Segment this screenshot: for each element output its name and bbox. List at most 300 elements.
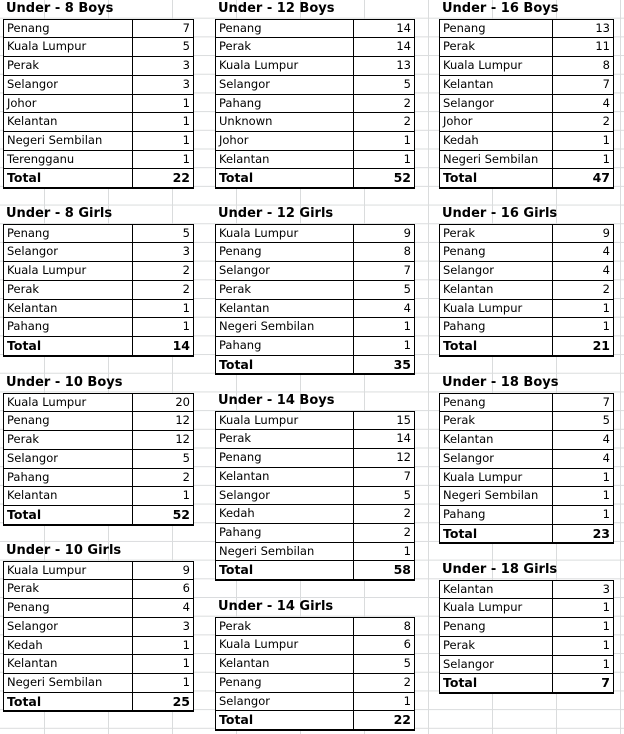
- total-value-cell[interactable]: 22: [133, 169, 194, 188]
- state-cell[interactable]: Selangor: [4, 617, 133, 636]
- total-value-cell[interactable]: 58: [354, 561, 415, 580]
- table-row: [4, 38, 194, 57]
- count-cell[interactable]: 8: [553, 57, 614, 76]
- table-row: [4, 393, 194, 412]
- state-cell[interactable]: Pahang: [440, 505, 553, 524]
- count-cell[interactable]: 2: [354, 673, 415, 692]
- state-cell[interactable]: Kelantan: [216, 467, 354, 486]
- state-cell[interactable]: Perak: [440, 38, 553, 57]
- state-cell[interactable]: Kuala Lumpur: [4, 393, 133, 412]
- count-cell[interactable]: 12: [133, 431, 194, 450]
- state-cell[interactable]: Johor: [4, 94, 133, 113]
- total-value-cell[interactable]: 23: [553, 524, 614, 543]
- table-row: [4, 617, 194, 636]
- table-row: [216, 336, 415, 355]
- state-cell[interactable]: Kelantan: [4, 487, 133, 506]
- state-cell[interactable]: Johor: [440, 113, 553, 132]
- table-row: [216, 655, 415, 674]
- table-title: Under - 14 Girls: [218, 599, 334, 614]
- state-cell[interactable]: Pahang: [4, 318, 133, 337]
- total-row: [216, 561, 415, 580]
- table-row: [440, 57, 614, 76]
- count-cell[interactable]: 6: [354, 636, 415, 655]
- table-row: [440, 299, 614, 318]
- count-cell[interactable]: 1: [133, 318, 194, 337]
- state-cell[interactable]: Selangor: [216, 75, 354, 94]
- table-under-18-boys: [439, 374, 614, 544]
- count-cell[interactable]: 1: [553, 599, 614, 618]
- state-cell[interactable]: Penang: [4, 19, 133, 38]
- state-cell[interactable]: Penang: [440, 393, 553, 412]
- total-row: [216, 355, 415, 374]
- table-row: [216, 505, 415, 524]
- total-value-cell[interactable]: 25: [133, 692, 194, 711]
- table-row: [4, 487, 194, 506]
- count-cell[interactable]: 13: [354, 57, 415, 76]
- count-cell[interactable]: 5: [133, 224, 194, 243]
- count-cell[interactable]: 1: [553, 299, 614, 318]
- table-title: Under - 12 Girls: [218, 206, 334, 221]
- table-row: [216, 430, 415, 449]
- count-cell[interactable]: 4: [553, 94, 614, 113]
- count-cell[interactable]: 1: [133, 150, 194, 169]
- table-title: Under - 16 Boys: [442, 1, 559, 16]
- count-cell[interactable]: 12: [354, 449, 415, 468]
- count-cell[interactable]: 2: [354, 505, 415, 524]
- count-cell[interactable]: 14: [354, 38, 415, 57]
- count-cell[interactable]: 2: [553, 113, 614, 132]
- table-row: [440, 94, 614, 113]
- count-cell[interactable]: 2: [133, 468, 194, 487]
- total-value-cell[interactable]: 47: [553, 169, 614, 188]
- count-cell[interactable]: 4: [133, 599, 194, 618]
- state-cell[interactable]: Perak: [4, 580, 133, 599]
- table-row: [4, 243, 194, 262]
- state-cell[interactable]: Kuala Lumpur: [4, 262, 133, 281]
- table-row: [440, 393, 614, 412]
- count-cell[interactable]: 4: [354, 299, 415, 318]
- table-row: [440, 262, 614, 281]
- state-count-table: [215, 224, 415, 376]
- table-row: [4, 150, 194, 169]
- table-row: [216, 542, 415, 561]
- total-label-cell[interactable]: Total: [440, 674, 553, 693]
- count-cell[interactable]: 7: [553, 75, 614, 94]
- state-cell[interactable]: Perak: [4, 57, 133, 76]
- table-title: Under - 16 Girls: [442, 206, 558, 221]
- count-cell[interactable]: 4: [553, 243, 614, 262]
- state-cell[interactable]: Negeri Sembilan: [440, 150, 553, 169]
- table-row: [216, 523, 415, 542]
- state-cell[interactable]: Kelantan: [216, 150, 354, 169]
- count-cell[interactable]: 1: [133, 131, 194, 150]
- count-cell[interactable]: 1: [133, 636, 194, 655]
- table-row: [440, 636, 614, 655]
- state-cell[interactable]: Selangor: [4, 449, 133, 468]
- count-cell[interactable]: 3: [133, 75, 194, 94]
- state-cell[interactable]: Terengganu: [4, 150, 133, 169]
- count-cell[interactable]: 5: [354, 280, 415, 299]
- table-under-18-girls: [439, 561, 614, 694]
- count-cell[interactable]: 2: [354, 113, 415, 132]
- state-cell[interactable]: Pahang: [4, 468, 133, 487]
- state-cell[interactable]: Selangor: [216, 262, 354, 281]
- count-cell[interactable]: 1: [553, 636, 614, 655]
- state-cell[interactable]: Penang: [440, 19, 553, 38]
- table-row: [216, 75, 415, 94]
- state-cell[interactable]: Penang: [216, 673, 354, 692]
- total-value-cell[interactable]: 52: [354, 169, 415, 188]
- total-row: [216, 169, 415, 188]
- state-count-table: [439, 19, 614, 189]
- state-cell[interactable]: Kelantan: [4, 655, 133, 674]
- total-value-cell[interactable]: 35: [354, 355, 415, 374]
- count-cell[interactable]: 8: [354, 243, 415, 262]
- table-row: [440, 431, 614, 450]
- state-cell[interactable]: Johor: [216, 131, 354, 150]
- table-row: [4, 673, 194, 692]
- count-cell[interactable]: 12: [133, 412, 194, 431]
- count-cell[interactable]: 1: [133, 299, 194, 318]
- table-row: [4, 449, 194, 468]
- total-row: [216, 711, 415, 730]
- count-cell[interactable]: 1: [553, 487, 614, 506]
- table-row: [216, 224, 415, 243]
- count-cell[interactable]: 1: [133, 673, 194, 692]
- table-row: [216, 243, 415, 262]
- count-cell[interactable]: 7: [354, 467, 415, 486]
- table-row: [4, 94, 194, 113]
- table-row: [216, 449, 415, 468]
- count-cell[interactable]: 4: [553, 262, 614, 281]
- table-row: [216, 617, 415, 636]
- total-label-cell[interactable]: Total: [4, 505, 133, 524]
- count-cell[interactable]: 1: [553, 618, 614, 637]
- table-row: [216, 299, 415, 318]
- total-value-cell[interactable]: 22: [354, 711, 415, 730]
- state-cell[interactable]: Perak: [440, 224, 553, 243]
- count-cell[interactable]: 5: [133, 38, 194, 57]
- table-title: Under - 18 Boys: [442, 375, 559, 390]
- state-cell[interactable]: Selangor: [216, 692, 354, 711]
- state-cell[interactable]: Negeri Sembilan: [4, 131, 133, 150]
- state-cell[interactable]: Selangor: [440, 94, 553, 113]
- table-row: [216, 467, 415, 486]
- count-cell[interactable]: 2: [133, 262, 194, 281]
- state-cell[interactable]: Kuala Lumpur: [440, 468, 553, 487]
- state-cell[interactable]: Penang: [440, 243, 553, 262]
- table-row: [216, 486, 415, 505]
- table-row: [216, 19, 415, 38]
- state-cell[interactable]: Kuala Lumpur: [440, 57, 553, 76]
- table-row: [216, 673, 415, 692]
- count-cell[interactable]: 5: [133, 449, 194, 468]
- table-row: [216, 692, 415, 711]
- count-cell[interactable]: 1: [133, 113, 194, 132]
- state-cell[interactable]: Kuala Lumpur: [216, 411, 354, 430]
- total-row: [440, 674, 614, 693]
- table-row: [216, 113, 415, 132]
- state-cell[interactable]: Kuala Lumpur: [4, 561, 133, 580]
- table-row: [216, 262, 415, 281]
- table-row: [440, 505, 614, 524]
- table-row: [440, 131, 614, 150]
- state-cell[interactable]: Perak: [216, 38, 354, 57]
- state-cell[interactable]: Selangor: [4, 243, 133, 262]
- table-title: Under - 18 Girls: [442, 562, 558, 577]
- state-cell[interactable]: Selangor: [4, 75, 133, 94]
- count-cell[interactable]: 20: [133, 393, 194, 412]
- table-row: [440, 468, 614, 487]
- table-row: [440, 318, 614, 337]
- table-row: [4, 280, 194, 299]
- table-row: [440, 618, 614, 637]
- count-cell[interactable]: 3: [553, 580, 614, 599]
- table-row: [4, 468, 194, 487]
- state-cell[interactable]: Penang: [4, 599, 133, 618]
- count-cell[interactable]: 3: [133, 243, 194, 262]
- total-value-cell[interactable]: 21: [553, 336, 614, 355]
- table-row: [4, 19, 194, 38]
- state-cell[interactable]: Pahang: [440, 318, 553, 337]
- table-under-12-girls: [215, 205, 415, 375]
- total-label-cell[interactable]: Total: [440, 336, 553, 355]
- state-cell[interactable]: Kuala Lumpur: [4, 38, 133, 57]
- table-row: [440, 449, 614, 468]
- state-cell[interactable]: Penang: [216, 19, 354, 38]
- count-cell[interactable]: 14: [354, 19, 415, 38]
- total-label-cell[interactable]: Total: [4, 692, 133, 711]
- count-cell[interactable]: 2: [354, 523, 415, 542]
- state-cell[interactable]: Kelantan: [4, 299, 133, 318]
- table-row: [440, 580, 614, 599]
- table-title: Under - 14 Boys: [218, 393, 335, 408]
- count-cell[interactable]: 1: [553, 505, 614, 524]
- count-cell[interactable]: 8: [354, 617, 415, 636]
- state-cell[interactable]: Selangor: [440, 449, 553, 468]
- total-label-cell[interactable]: Total: [216, 169, 354, 188]
- state-cell[interactable]: Perak: [440, 636, 553, 655]
- count-cell[interactable]: 15: [354, 411, 415, 430]
- count-cell[interactable]: 5: [354, 486, 415, 505]
- total-row: [440, 524, 614, 543]
- state-cell[interactable]: Perak: [216, 617, 354, 636]
- total-label-cell[interactable]: Total: [216, 711, 354, 730]
- state-cell[interactable]: Pahang: [216, 523, 354, 542]
- table-row: [4, 636, 194, 655]
- total-row: [440, 336, 614, 355]
- count-cell[interactable]: 9: [553, 224, 614, 243]
- count-cell[interactable]: 1: [133, 94, 194, 113]
- count-cell[interactable]: 2: [354, 94, 415, 113]
- count-cell[interactable]: 9: [133, 561, 194, 580]
- count-cell[interactable]: 3: [133, 617, 194, 636]
- count-cell[interactable]: 14: [354, 430, 415, 449]
- count-cell[interactable]: 1: [553, 318, 614, 337]
- table-row: [440, 75, 614, 94]
- count-cell[interactable]: 6: [133, 580, 194, 599]
- table-under-14-girls: [215, 598, 415, 731]
- table-under-8-boys: [3, 0, 194, 189]
- state-cell[interactable]: Kuala Lumpur: [216, 636, 354, 655]
- state-cell[interactable]: Kedah: [216, 505, 354, 524]
- count-cell[interactable]: 11: [553, 38, 614, 57]
- state-cell[interactable]: Penang: [4, 224, 133, 243]
- state-cell[interactable]: Kuala Lumpur: [216, 57, 354, 76]
- state-count-table: [3, 561, 194, 713]
- state-count-table: [439, 393, 614, 545]
- state-cell[interactable]: Kelantan: [440, 580, 553, 599]
- table-row: [216, 318, 415, 337]
- count-cell[interactable]: 1: [354, 131, 415, 150]
- state-cell[interactable]: Kelantan: [440, 431, 553, 450]
- table-row: [216, 280, 415, 299]
- table-row: [440, 599, 614, 618]
- state-cell[interactable]: Unknown: [216, 113, 354, 132]
- state-cell[interactable]: Penang: [440, 618, 553, 637]
- table-row: [4, 262, 194, 281]
- count-cell[interactable]: 1: [354, 318, 415, 337]
- state-count-table: [3, 393, 194, 526]
- state-cell[interactable]: Kelantan: [440, 75, 553, 94]
- table-row: [440, 150, 614, 169]
- state-count-table: [215, 617, 415, 731]
- table-row: [216, 150, 415, 169]
- total-label-cell[interactable]: Total: [4, 336, 133, 355]
- state-cell[interactable]: Penang: [4, 412, 133, 431]
- count-cell[interactable]: 4: [553, 449, 614, 468]
- count-cell[interactable]: 1: [133, 655, 194, 674]
- total-value-cell[interactable]: 52: [133, 505, 194, 524]
- state-cell[interactable]: Kuala Lumpur: [440, 599, 553, 618]
- state-cell[interactable]: Perak: [4, 280, 133, 299]
- state-cell[interactable]: Perak: [4, 431, 133, 450]
- state-cell[interactable]: Perak: [440, 412, 553, 431]
- table-row: [4, 412, 194, 431]
- count-cell[interactable]: 1: [553, 468, 614, 487]
- table-title: Under - 10 Girls: [6, 543, 122, 558]
- table-row: [216, 411, 415, 430]
- table-row: [4, 655, 194, 674]
- state-cell[interactable]: Kelantan: [216, 655, 354, 674]
- table-row: [4, 431, 194, 450]
- table-row: [440, 655, 614, 674]
- total-row: [4, 505, 194, 524]
- table-row: [440, 19, 614, 38]
- table-row: [440, 243, 614, 262]
- state-cell[interactable]: Selangor: [440, 655, 553, 674]
- count-cell[interactable]: 7: [133, 19, 194, 38]
- count-cell[interactable]: 1: [354, 336, 415, 355]
- total-row: [4, 336, 194, 355]
- total-value-cell[interactable]: 14: [133, 336, 194, 355]
- table-under-16-boys: [439, 0, 614, 189]
- table-row: [216, 636, 415, 655]
- state-cell[interactable]: Kelantan: [4, 113, 133, 132]
- state-cell[interactable]: Negeri Sembilan: [216, 542, 354, 561]
- table-row: [216, 94, 415, 113]
- count-cell[interactable]: 7: [354, 262, 415, 281]
- state-cell[interactable]: Kuala Lumpur: [216, 224, 354, 243]
- state-cell[interactable]: Pahang: [216, 336, 354, 355]
- count-cell[interactable]: 2: [133, 280, 194, 299]
- count-cell[interactable]: 5: [354, 655, 415, 674]
- count-cell[interactable]: 1: [553, 150, 614, 169]
- table-row: [4, 131, 194, 150]
- total-label-cell[interactable]: Total: [440, 524, 553, 543]
- table-row: [440, 412, 614, 431]
- state-cell[interactable]: Perak: [216, 430, 354, 449]
- state-cell[interactable]: Kedah: [440, 131, 553, 150]
- state-cell[interactable]: Penang: [216, 449, 354, 468]
- table-under-10-girls: [3, 542, 194, 712]
- state-cell[interactable]: Negeri Sembilan: [440, 487, 553, 506]
- total-label-cell[interactable]: Total: [216, 355, 354, 374]
- count-cell[interactable]: 1: [354, 542, 415, 561]
- table-row: [216, 131, 415, 150]
- state-cell[interactable]: Pahang: [216, 94, 354, 113]
- state-count-table: [215, 19, 415, 189]
- total-label-cell[interactable]: Total: [4, 169, 133, 188]
- table-under-10-boys: [3, 374, 194, 526]
- count-cell[interactable]: 1: [354, 692, 415, 711]
- count-cell[interactable]: 3: [133, 57, 194, 76]
- count-cell[interactable]: 1: [553, 131, 614, 150]
- table-row: [4, 75, 194, 94]
- state-cell[interactable]: Kelantan: [216, 299, 354, 318]
- table-row: [440, 280, 614, 299]
- table-row: [4, 113, 194, 132]
- table-row: [4, 57, 194, 76]
- table-row: [216, 57, 415, 76]
- state-count-table: [439, 224, 614, 357]
- count-cell[interactable]: 7: [553, 393, 614, 412]
- table-row: [440, 38, 614, 57]
- table-row: [4, 224, 194, 243]
- table-under-16-girls: [439, 205, 614, 357]
- count-cell[interactable]: 9: [354, 224, 415, 243]
- state-cell[interactable]: Selangor: [440, 262, 553, 281]
- count-cell[interactable]: 5: [354, 75, 415, 94]
- table-under-14-boys: [215, 392, 415, 581]
- state-cell[interactable]: Penang: [216, 243, 354, 262]
- count-cell[interactable]: 1: [133, 487, 194, 506]
- count-cell[interactable]: 1: [354, 150, 415, 169]
- state-cell[interactable]: Kedah: [4, 636, 133, 655]
- state-cell[interactable]: Kelantan: [440, 280, 553, 299]
- table-title: Under - 10 Boys: [6, 375, 123, 390]
- state-cell[interactable]: Perak: [216, 280, 354, 299]
- count-cell[interactable]: 5: [553, 412, 614, 431]
- table-row: [4, 599, 194, 618]
- table-title: Under - 8 Girls: [6, 206, 113, 221]
- state-cell[interactable]: Negeri Sembilan: [216, 318, 354, 337]
- total-label-cell[interactable]: Total: [216, 561, 354, 580]
- count-cell[interactable]: 1: [553, 655, 614, 674]
- count-cell[interactable]: 2: [553, 280, 614, 299]
- state-cell[interactable]: Negeri Sembilan: [4, 673, 133, 692]
- total-row: [4, 692, 194, 711]
- table-under-8-girls: [3, 205, 194, 357]
- state-cell[interactable]: Kuala Lumpur: [440, 299, 553, 318]
- total-value-cell[interactable]: 7: [553, 674, 614, 693]
- table-title: Under - 8 Boys: [6, 1, 114, 16]
- count-cell[interactable]: 13: [553, 19, 614, 38]
- total-label-cell[interactable]: Total: [440, 169, 553, 188]
- state-cell[interactable]: Selangor: [216, 486, 354, 505]
- count-cell[interactable]: 4: [553, 431, 614, 450]
- table-row: [4, 561, 194, 580]
